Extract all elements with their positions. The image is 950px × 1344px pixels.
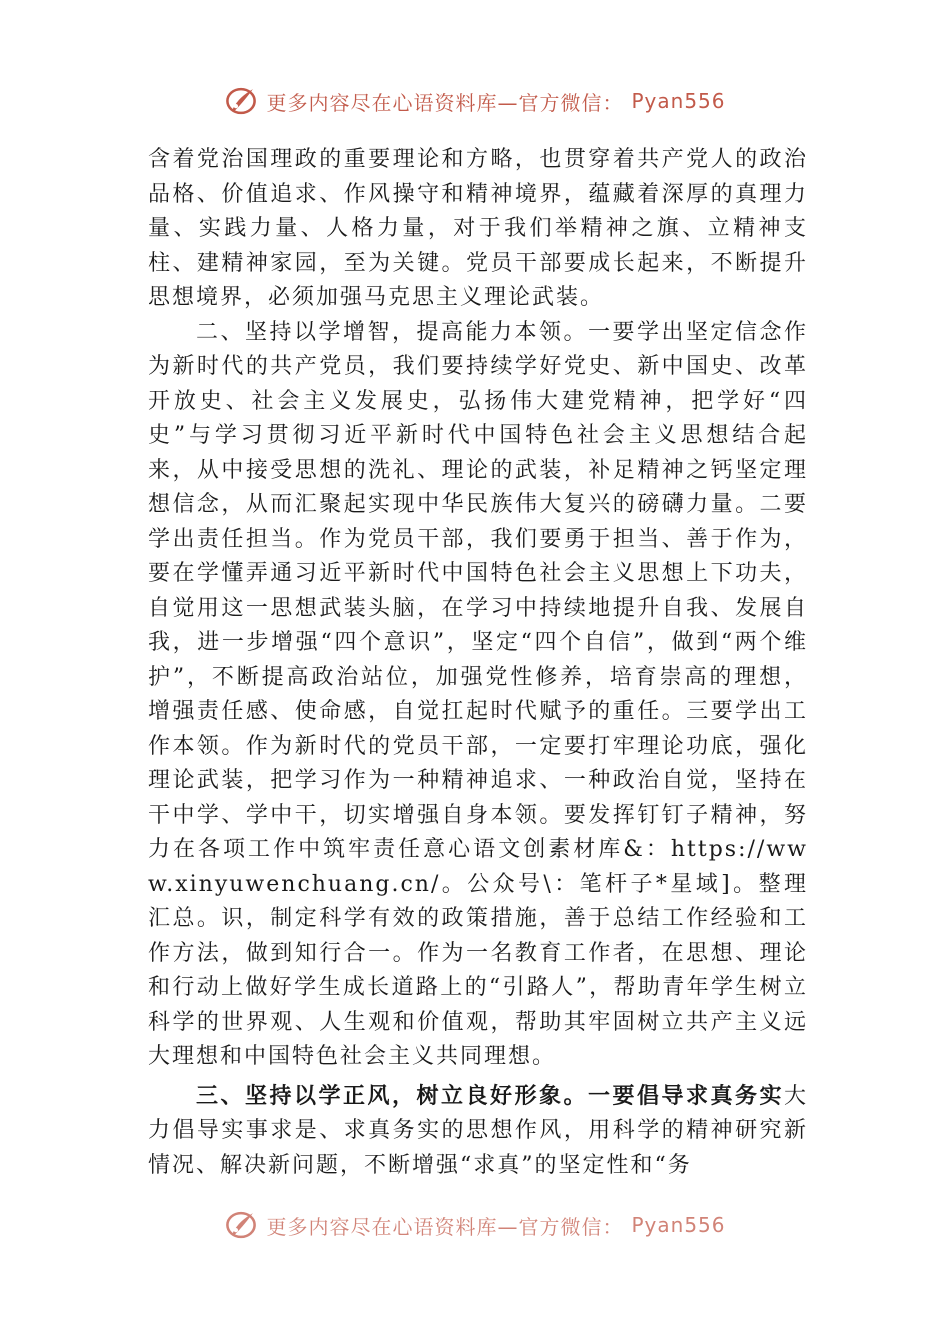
- paragraph-3-text: 大力倡导实事求是、求真务实的思想作风，用科学的精神研究新情况、解决新问题，不断增强“求真”的坚定性和“务: [148, 1083, 808, 1178]
- footer-watermark: [0, 1208, 950, 1242]
- paragraph-2: [148, 316, 808, 1075]
- header-watermark: [0, 84, 950, 118]
- paragraph-1: [148, 143, 808, 316]
- watermark-handle: Pyan556: [631, 1213, 726, 1237]
- ink-quill-icon: [224, 84, 258, 118]
- watermark-text: 更多内容尽在心语资料库—官方微信：: [266, 1214, 624, 1239]
- paragraph-3-heading: 三、坚持以学正风，树立良好形象。一要倡导求真务实: [196, 1082, 784, 1109]
- document-body: [148, 143, 808, 1183]
- watermark-text: 更多内容尽在心语资料库—官方微信：: [266, 90, 624, 115]
- paragraph-1-text: 含着党治国理政的重要理论和方略，也贯穿着共产党人的政治品格、价值追求、作风操守和精神境界，蕴藏着深厚的真理力量、实践力量、人格力量，对于我们举精神之旗、立精神支柱、建精神家园，至为关键。党员干部要成长起来，不断提升思想境界，必须加强马克思主义理论武装。: [148, 147, 808, 310]
- watermark-handle: Pyan556: [631, 89, 726, 113]
- ink-quill-icon: [224, 1208, 258, 1242]
- paragraph-2-text: 二、坚持以学增智，提高能力本领。一要学出坚定信念作为新时代的共产党员，我们要持续学好党史、新中国史、改革开放史、社会主义发展史，弘扬伟大建党精神，把学好“四史”与学习贯彻习近平新时代中国特色社会主义思想结合起来，从中接受思想的洗礼、理论的武装，补足精神之钙坚定理想信念，从而汇聚起实现中华民族伟大复兴的磅礴力量。二要学出责任担当。作为党员干部，我们要勇于担当、善于作为，要在学懂弄通习近平新时代中国特色社会主义思想上下功夫，自觉用这一思想武装头脑，在学习中持续地提升自我、发展自我，进一步增强“四个意识”，坚定“四个自信”，做到“两个维护”，不断提高政治站位，加强党性修养，培育崇高的理想，增强责任感、使命感，自觉扛起时代赋予的重任。三要学出工作本领。作为新时代的党员干部，一定要打牢理论功底，强化理论武装，把学习作为一种精神追求、一种政治自觉，坚持在干中学、学中干，切实增强自身本领。要发挥钉钉子精神，努力在各项工作中筑牢责任意心语文创素材库&：https://www.xinyuwenchuang.cn/。公众号\：笔杆子*星域]。整理汇总。识，制定科学有效的政策措施，善于总结工作经验和工作方法，做到知行合一。作为一名教育工作者，在思想、理论和行动上做好学生成长道路上的“引路人”，帮助青年学生树立科学的世界观、人生观和价值观，帮助其牢固树立共产主义远大理想和中国特色社会主义共同理想。: [148, 319, 808, 1069]
- paragraph-3: [148, 1079, 808, 1184]
